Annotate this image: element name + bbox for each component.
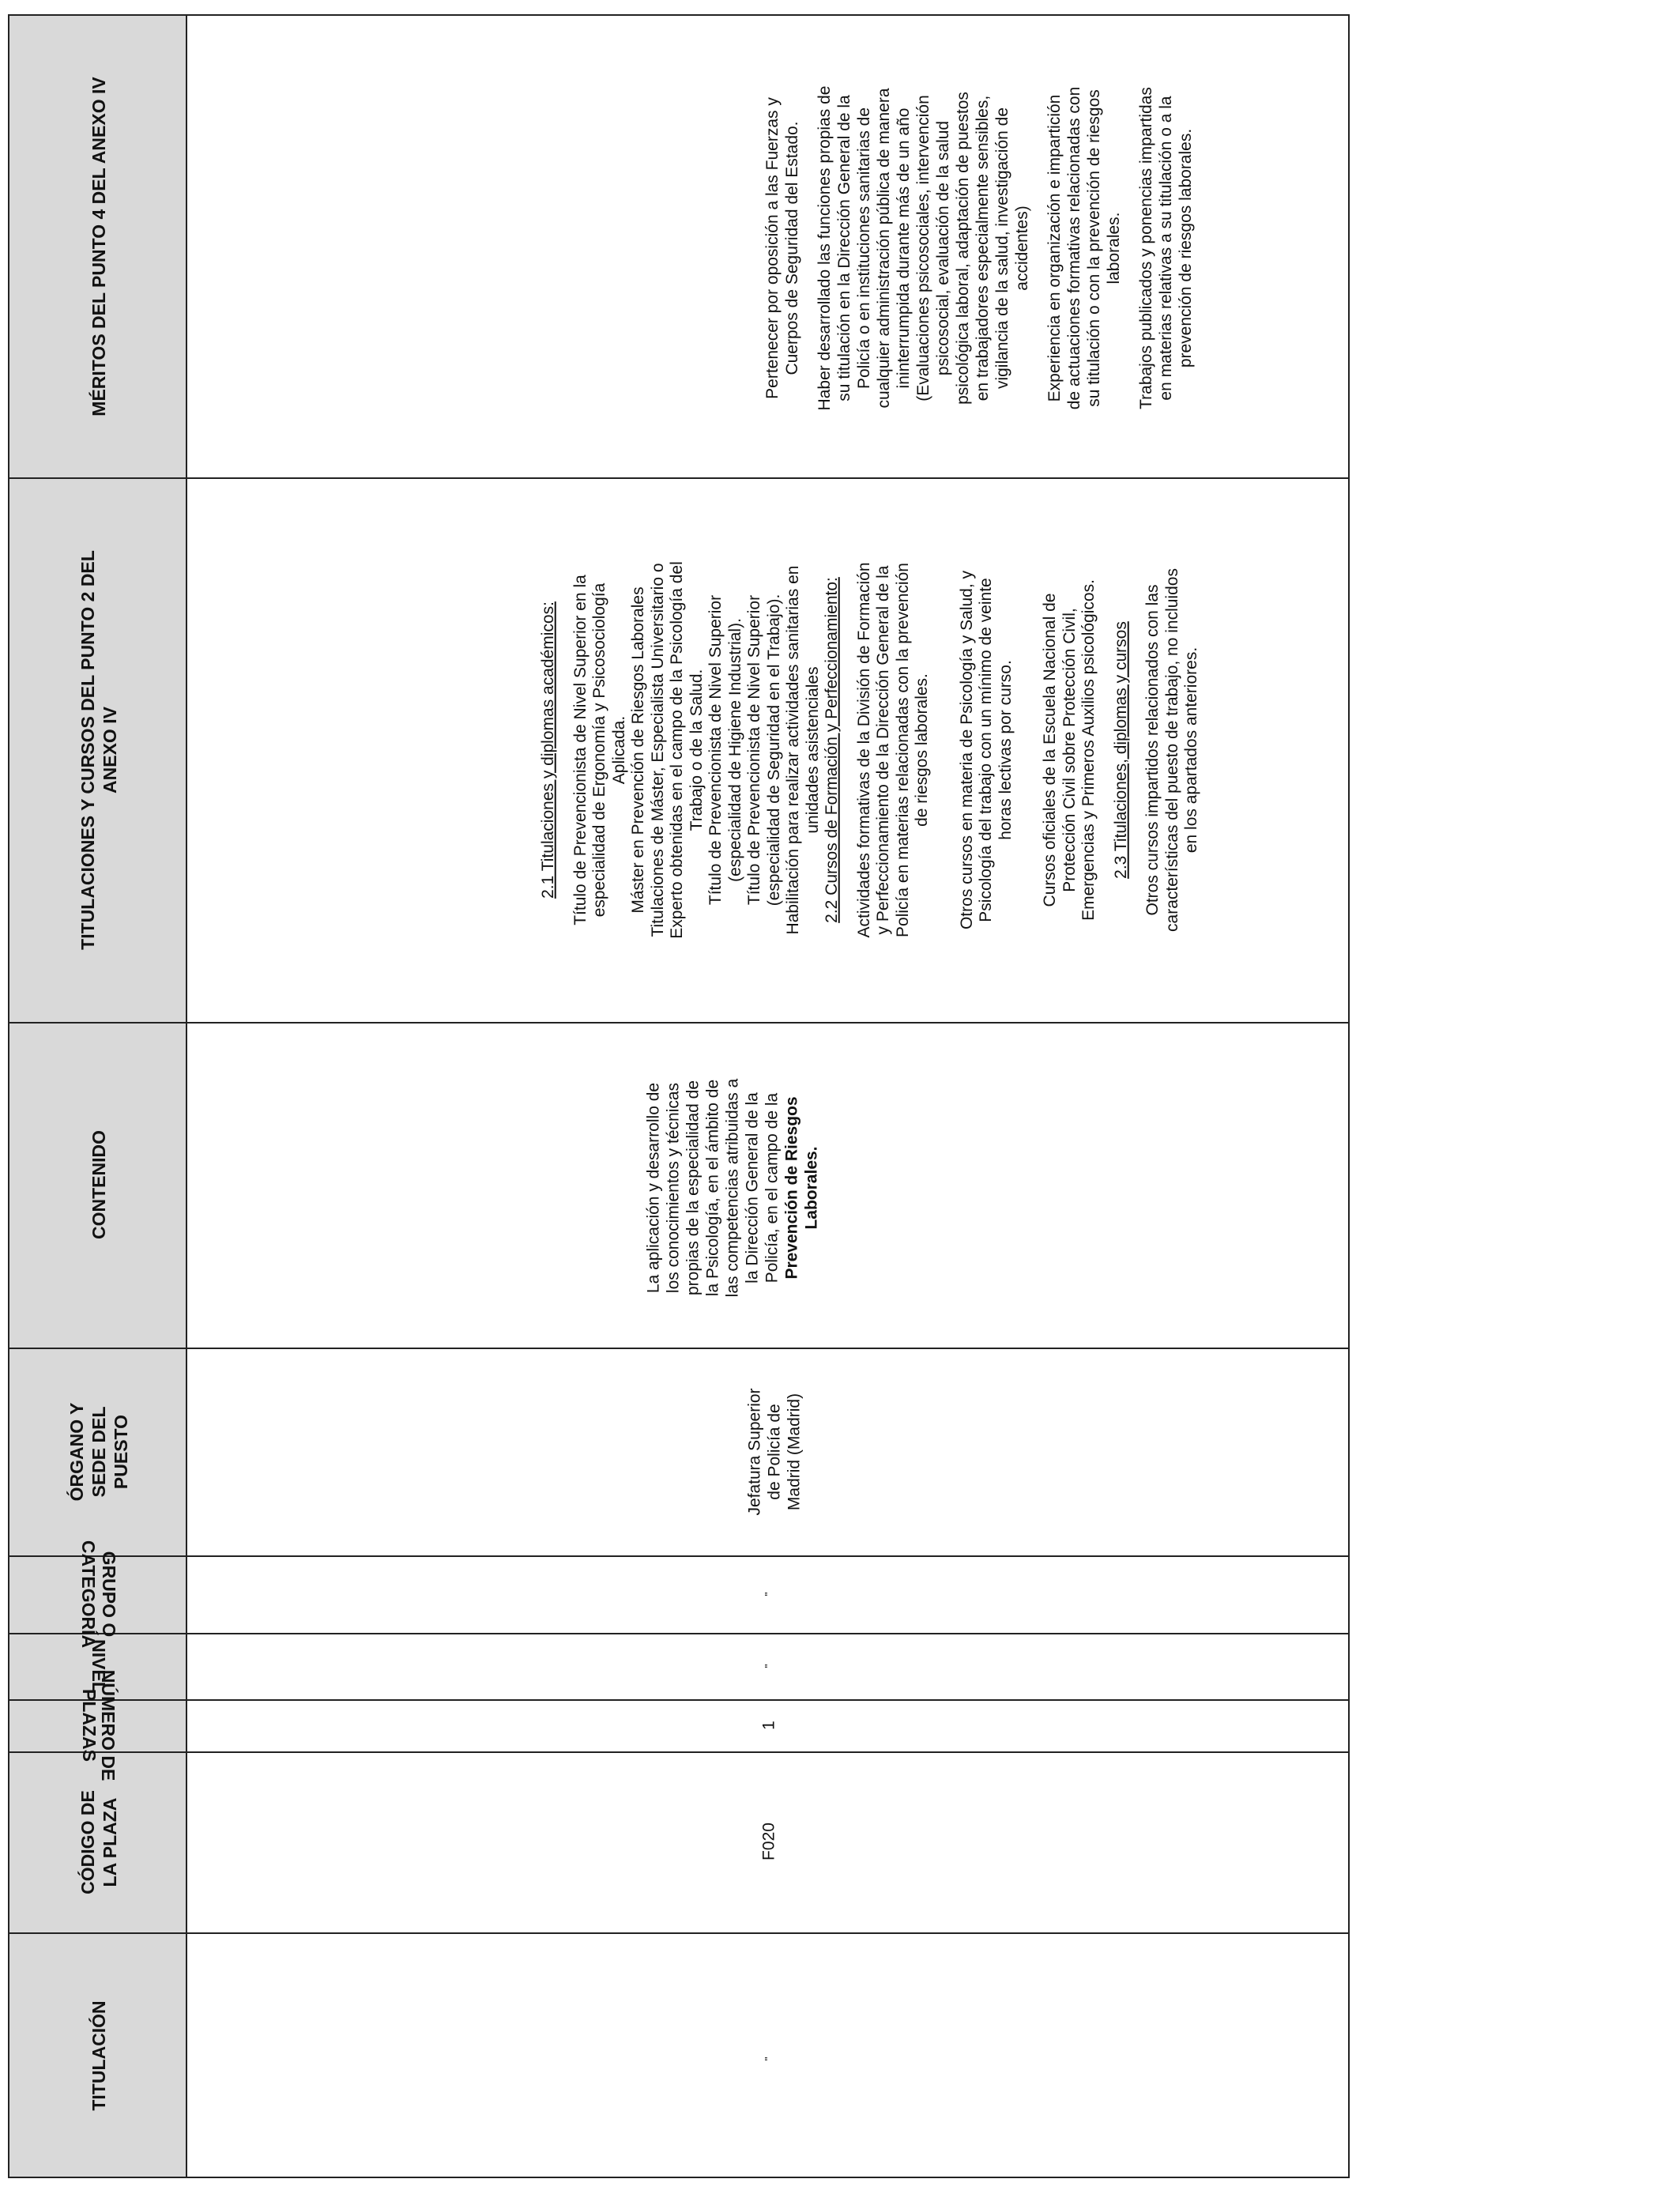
meritos-line: (Evaluaciones psicosociales, intervención	[914, 95, 932, 401]
contenido-text	[644, 1079, 822, 1298]
titulaciones-line: (especialidad de Seguridad en el Trabajo).	[764, 594, 783, 907]
titulacion-value: "	[762, 2056, 775, 2061]
meritos-cell	[187, 16, 1350, 477]
meritos-line: prevención de riesgos laborales.	[1177, 128, 1195, 368]
header-titulacion: TITULACIÓN	[88, 2000, 109, 2111]
titulacion-cell	[187, 1932, 1350, 2178]
titulaciones-line: Protección Civil sobre Protección Civil,	[1060, 608, 1079, 892]
header-organo	[66, 1402, 132, 1501]
titulaciones-line: en los apartados anteriores.	[1181, 647, 1200, 854]
titulaciones-line: horas lectivas por curso.	[996, 660, 1015, 840]
header-titulaciones-cursos	[77, 550, 121, 950]
titulaciones-line: Trabajo o de la Salud.	[687, 669, 706, 831]
positions-table	[8, 14, 1350, 2178]
codigo-cell	[187, 1751, 1350, 1932]
header-grupo	[78, 1540, 119, 1648]
header-line: LA PLAZA	[99, 1797, 120, 1887]
header-contenido-cell	[9, 1022, 187, 1348]
titulaciones-line: Título de Prevencionista de Nivel Superior en la	[571, 575, 590, 925]
titulaciones-line: Habilitación para realizar actividades sanitarias en	[783, 565, 802, 935]
meritos-line: psicosocial, evaluación de la salud	[934, 120, 952, 376]
header-line: ÓRGANO Y	[66, 1402, 87, 1501]
titulaciones-line: características del puesto de trabajo, no incluidos	[1162, 568, 1181, 932]
titulaciones-line: Psicología del trabajo con un mínimo de veinte	[976, 578, 995, 922]
contenido-line: la Dirección General de la	[743, 1092, 762, 1284]
contenido-line: los conocimientos y técnicas	[664, 1082, 683, 1294]
header-line: CÓDIGO DE	[77, 1789, 98, 1894]
nivel-cell	[187, 1633, 1350, 1699]
meritos-line: Policía o en instituciones sanitarias de	[855, 107, 873, 390]
contenido-line: La aplicación y desarrollo de	[644, 1082, 663, 1294]
header-line: GRUPO O	[98, 1551, 119, 1638]
titulaciones-line: y Perfeccionamiento de la Dirección General de la	[873, 565, 892, 935]
header-line: TITULACIONES Y CURSOS DEL PUNTO 2 DEL	[77, 549, 98, 950]
titulaciones-line: Título de Prevencionista de Nivel Superior	[706, 594, 725, 906]
meritos-line: Cuerpos de Seguridad del Estado.	[783, 121, 801, 375]
meritos-line: Experiencia en organización e impartición	[1045, 94, 1064, 402]
titulaciones-line: Otros cursos en materia de Psicología y Salud, y	[957, 570, 976, 930]
meritos-line: laborales.	[1105, 212, 1123, 285]
header-nivel: NIVEL	[88, 1639, 109, 1693]
header-organo-cell	[9, 1348, 187, 1555]
titulaciones-line: unidades asistenciales	[803, 666, 822, 834]
header-numero-plazas-cell	[9, 1669, 187, 1781]
contenido-line: Policía, en el campo de la	[763, 1092, 782, 1284]
organo-line: de Policía de	[765, 1404, 784, 1500]
header-grupo-cell	[9, 1540, 187, 1649]
titulaciones-line: de riesgos laborales.	[912, 673, 931, 827]
titulaciones-cell	[187, 477, 1350, 1022]
header-line: NÚMERO DE	[97, 1669, 119, 1781]
titulaciones-line: Aplicada.	[609, 715, 628, 785]
section-2-3-heading: 2.3 Titulaciones, diplomas y cursos	[1111, 621, 1130, 879]
titulaciones-text	[539, 561, 1202, 938]
contenido-line: las competencias atribuidas a	[723, 1078, 742, 1298]
contenido-line: la Psicología, en el ámbito de	[703, 1079, 722, 1297]
meritos-line: Trabajos publicados y ponencias impartidas	[1137, 87, 1155, 409]
header-codigo-cell	[9, 1751, 187, 1932]
header-line: ANEXO IV	[99, 706, 120, 794]
titulaciones-line: Otros cursos impartidos relacionados con las	[1143, 584, 1162, 916]
titulaciones-line: (especialidad de Higiene Industrial).	[725, 618, 744, 882]
section-2-1-heading: 2.1 Titulaciones y diplomas académicos:	[538, 601, 557, 899]
organo-cell	[187, 1348, 1350, 1555]
titulaciones-line: especialidad de Ergonomía y Psicosociología	[590, 582, 608, 918]
meritos-line: vigilancia de la salud, investigación de	[993, 107, 1011, 390]
titulaciones-line: Titulaciones de Máster, Especialista Universitario o	[648, 563, 667, 937]
contenido-cell	[187, 1022, 1350, 1348]
meritos-line: ininterrumpida durante más de un año	[895, 107, 913, 389]
header-contenido: CONTENIDO	[88, 1130, 109, 1239]
meritos-line: psicológica laboral, adaptación de puestos	[954, 92, 972, 405]
contenido-bold-line: Laborales.	[802, 1146, 821, 1230]
titulaciones-line: Emergencias y Primeros Auxilios psicológicos.	[1079, 579, 1098, 921]
header-line: PUESTO	[110, 1414, 131, 1489]
numero-plazas-cell	[187, 1699, 1350, 1751]
header-meritos: MÉRITOS DEL PUNTO 4 DEL ANEXO IV	[88, 77, 109, 417]
titulaciones-line: Máster en Prevención de Riesgos Laborales	[628, 586, 647, 914]
organo-line: Jefatura Superior	[745, 1388, 764, 1516]
meritos-line: Pertenecer por oposición a las Fuerzas y	[763, 97, 782, 399]
contenido-bold-line: Prevención de Riesgos	[782, 1096, 801, 1280]
organo-text	[745, 1388, 804, 1515]
nivel-value: "	[762, 1664, 775, 1668]
titulaciones-line: Policía en materias relacionadas con la prevención	[893, 563, 912, 937]
titulaciones-line: Experto obtenidas en el campo de la Psicología del	[667, 561, 686, 939]
titulaciones-line: Título de Prevencionista de Nivel Superior	[744, 594, 763, 906]
meritos-line: en materias relativas a su titulación o a la	[1157, 96, 1175, 401]
grupo-cell	[187, 1555, 1350, 1633]
organo-line: Madrid (Madrid)	[785, 1393, 804, 1511]
header-codigo	[77, 1790, 121, 1894]
grupo-value: "	[762, 1592, 775, 1596]
contenido-line: propias de la especialidad de	[684, 1080, 703, 1296]
meritos-line: Haber desarrollado las funciones propias de	[816, 85, 834, 411]
meritos-line: su titulación o con la prevención de riesgos	[1085, 89, 1103, 407]
header-line: CATEGORÍA	[77, 1540, 99, 1649]
titulaciones-line: Actividades formativas de la División de Formación	[854, 562, 873, 938]
meritos-line: en trabajadores especialmente sensibles,	[974, 95, 992, 401]
section-2-2-heading: 2.2 Cursos de Formación y Perfeccionamiento:	[822, 577, 841, 923]
header-titulaciones-cell	[9, 477, 187, 1022]
header-line: PLAZAS	[78, 1689, 100, 1762]
header-line: SEDE DEL	[88, 1405, 109, 1498]
codigo-value: F020	[759, 1823, 778, 1860]
header-titulacion-cell	[9, 1932, 187, 2178]
meritos-text	[763, 86, 1196, 411]
header-meritos-cell	[9, 16, 187, 477]
meritos-line: accidentes)	[1013, 205, 1031, 291]
titulaciones-line: Cursos oficiales de la Escuela Nacional de	[1040, 593, 1059, 907]
numero-plazas-value: 1	[759, 1721, 778, 1730]
meritos-line: cualquier administración pública de manera	[875, 88, 893, 409]
meritos-line: su titulación en la Dirección General de la	[835, 95, 853, 401]
meritos-line: de actuaciones formativas relacionadas con	[1065, 86, 1083, 410]
